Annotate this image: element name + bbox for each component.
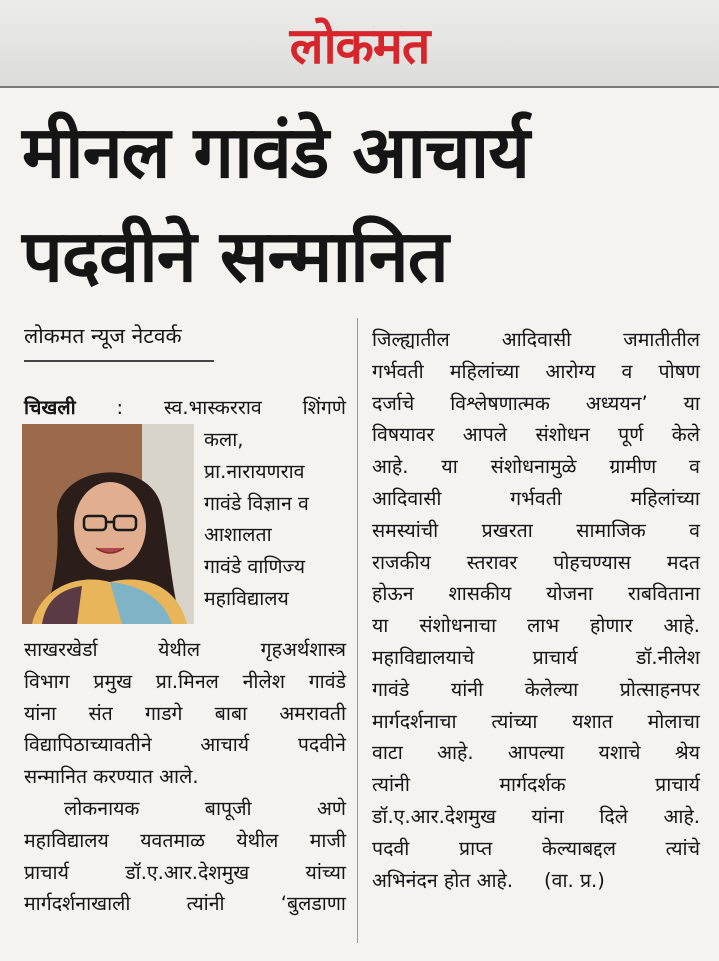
text-line: गावंडे यांनी केलेल्या प्रोत्साहनपर <box>372 677 700 701</box>
text-line: महाविद्यालय यवतमाळ येथील माजी <box>24 828 346 852</box>
text-line: लोकनायक बापूजी अणे <box>64 796 346 820</box>
text-line: महाविद्यालयाचे प्राचार्य डॉ.नीलेश <box>372 645 700 669</box>
text-line: गावंडे वाणिज्य <box>204 555 306 579</box>
right-column-body <box>372 324 700 896</box>
headline <box>22 100 702 308</box>
masthead <box>0 0 719 88</box>
text-line: होऊन शासकीय योजना राबविताना <box>372 582 700 606</box>
text-line: मार्गदर्शनाखाली त्यांनी ‘बुलडाणा <box>24 892 346 916</box>
text-line: अभिनंदन होत आहे. (वा. प्र.) <box>372 868 605 892</box>
text-line: यांना संत गाडगे बाबा अमरावती <box>24 701 346 725</box>
text-line: राजकीय स्तरावर पोहचण्यास मदत <box>372 550 700 574</box>
left-column-beside-photo <box>204 424 346 615</box>
text-line: सन्मानित करण्यात आले. <box>24 765 199 789</box>
dateline-line <box>24 392 346 424</box>
text-line: गर्भवती महिलांच्या आरोग्य व पोषण <box>372 359 700 383</box>
intro-text: : स्व.भास्करराव शिंगणे <box>75 396 346 419</box>
text-line: आदिवासी गर्भवती महिलांच्या <box>372 486 700 510</box>
text-line: कला, <box>204 428 244 451</box>
portrait-photo <box>22 424 194 624</box>
text-line: डॉ.ए.आर.देशमुख यांना दिले आहे. <box>372 804 700 828</box>
text-line: विद्यापिठाच्यावतीने आचार्य पदवीने <box>24 733 346 757</box>
text-line: महाविद्यालय <box>204 586 289 610</box>
text-line: विषयावर आपले संशोधन पूर्ण केले <box>372 423 700 447</box>
text-line: त्यांनी मार्गदर्शक प्राचार्य <box>372 773 700 797</box>
headline-line-2: पदवीने सन्मानित <box>22 214 448 298</box>
text-line: गावंडे विज्ञान व <box>204 491 309 515</box>
portrait-illustration <box>22 424 194 624</box>
text-line: दर्जाचे विश्लेषणात्मक अध्ययन’ या <box>372 391 700 415</box>
text-line: या संशोधनाचा लाभ होणार आहे. <box>372 614 700 638</box>
text-line: विभाग प्रमुख प्रा.मिनल नीलेश गावंडे <box>24 669 346 693</box>
column-divider <box>357 318 358 943</box>
text-line: जिल्ह्यातील आदिवासी जमातीतील <box>372 328 700 351</box>
text-line: प्रा.नारायणराव <box>204 459 305 483</box>
text-line: आहे. या संशोधनामुळे ग्रामीण व <box>372 455 700 479</box>
text-line: प्राचार्य डॉ.ए.आर.देशमुख यांच्या <box>24 860 346 884</box>
headline-line-1: मीनल गावंडे आचार्य <box>22 110 530 194</box>
text-line: साखरखेर्डा येथील गृहअर्थशास्त्र <box>24 638 346 661</box>
byline: लोकमत न्यूज नेटवर्क <box>24 324 182 348</box>
byline-divider <box>24 360 214 362</box>
text-line: आशालता <box>204 523 272 547</box>
left-column-body <box>24 634 346 920</box>
text-line: पदवी प्राप्त केल्याबद्दल त्यांचे <box>372 836 700 860</box>
left-column-intro <box>24 392 346 424</box>
text-line: मार्गदर्शनाचा त्यांच्या यशात मोलाचा <box>372 709 700 733</box>
text-line: समस्यांची प्रखरता सामाजिक व <box>372 518 700 542</box>
newspaper-logo: लोकमत <box>289 17 430 75</box>
text-line: वाटा आहे. आपल्या यशाचे श्रेय <box>372 741 700 765</box>
dateline: चिखली <box>24 396 76 419</box>
